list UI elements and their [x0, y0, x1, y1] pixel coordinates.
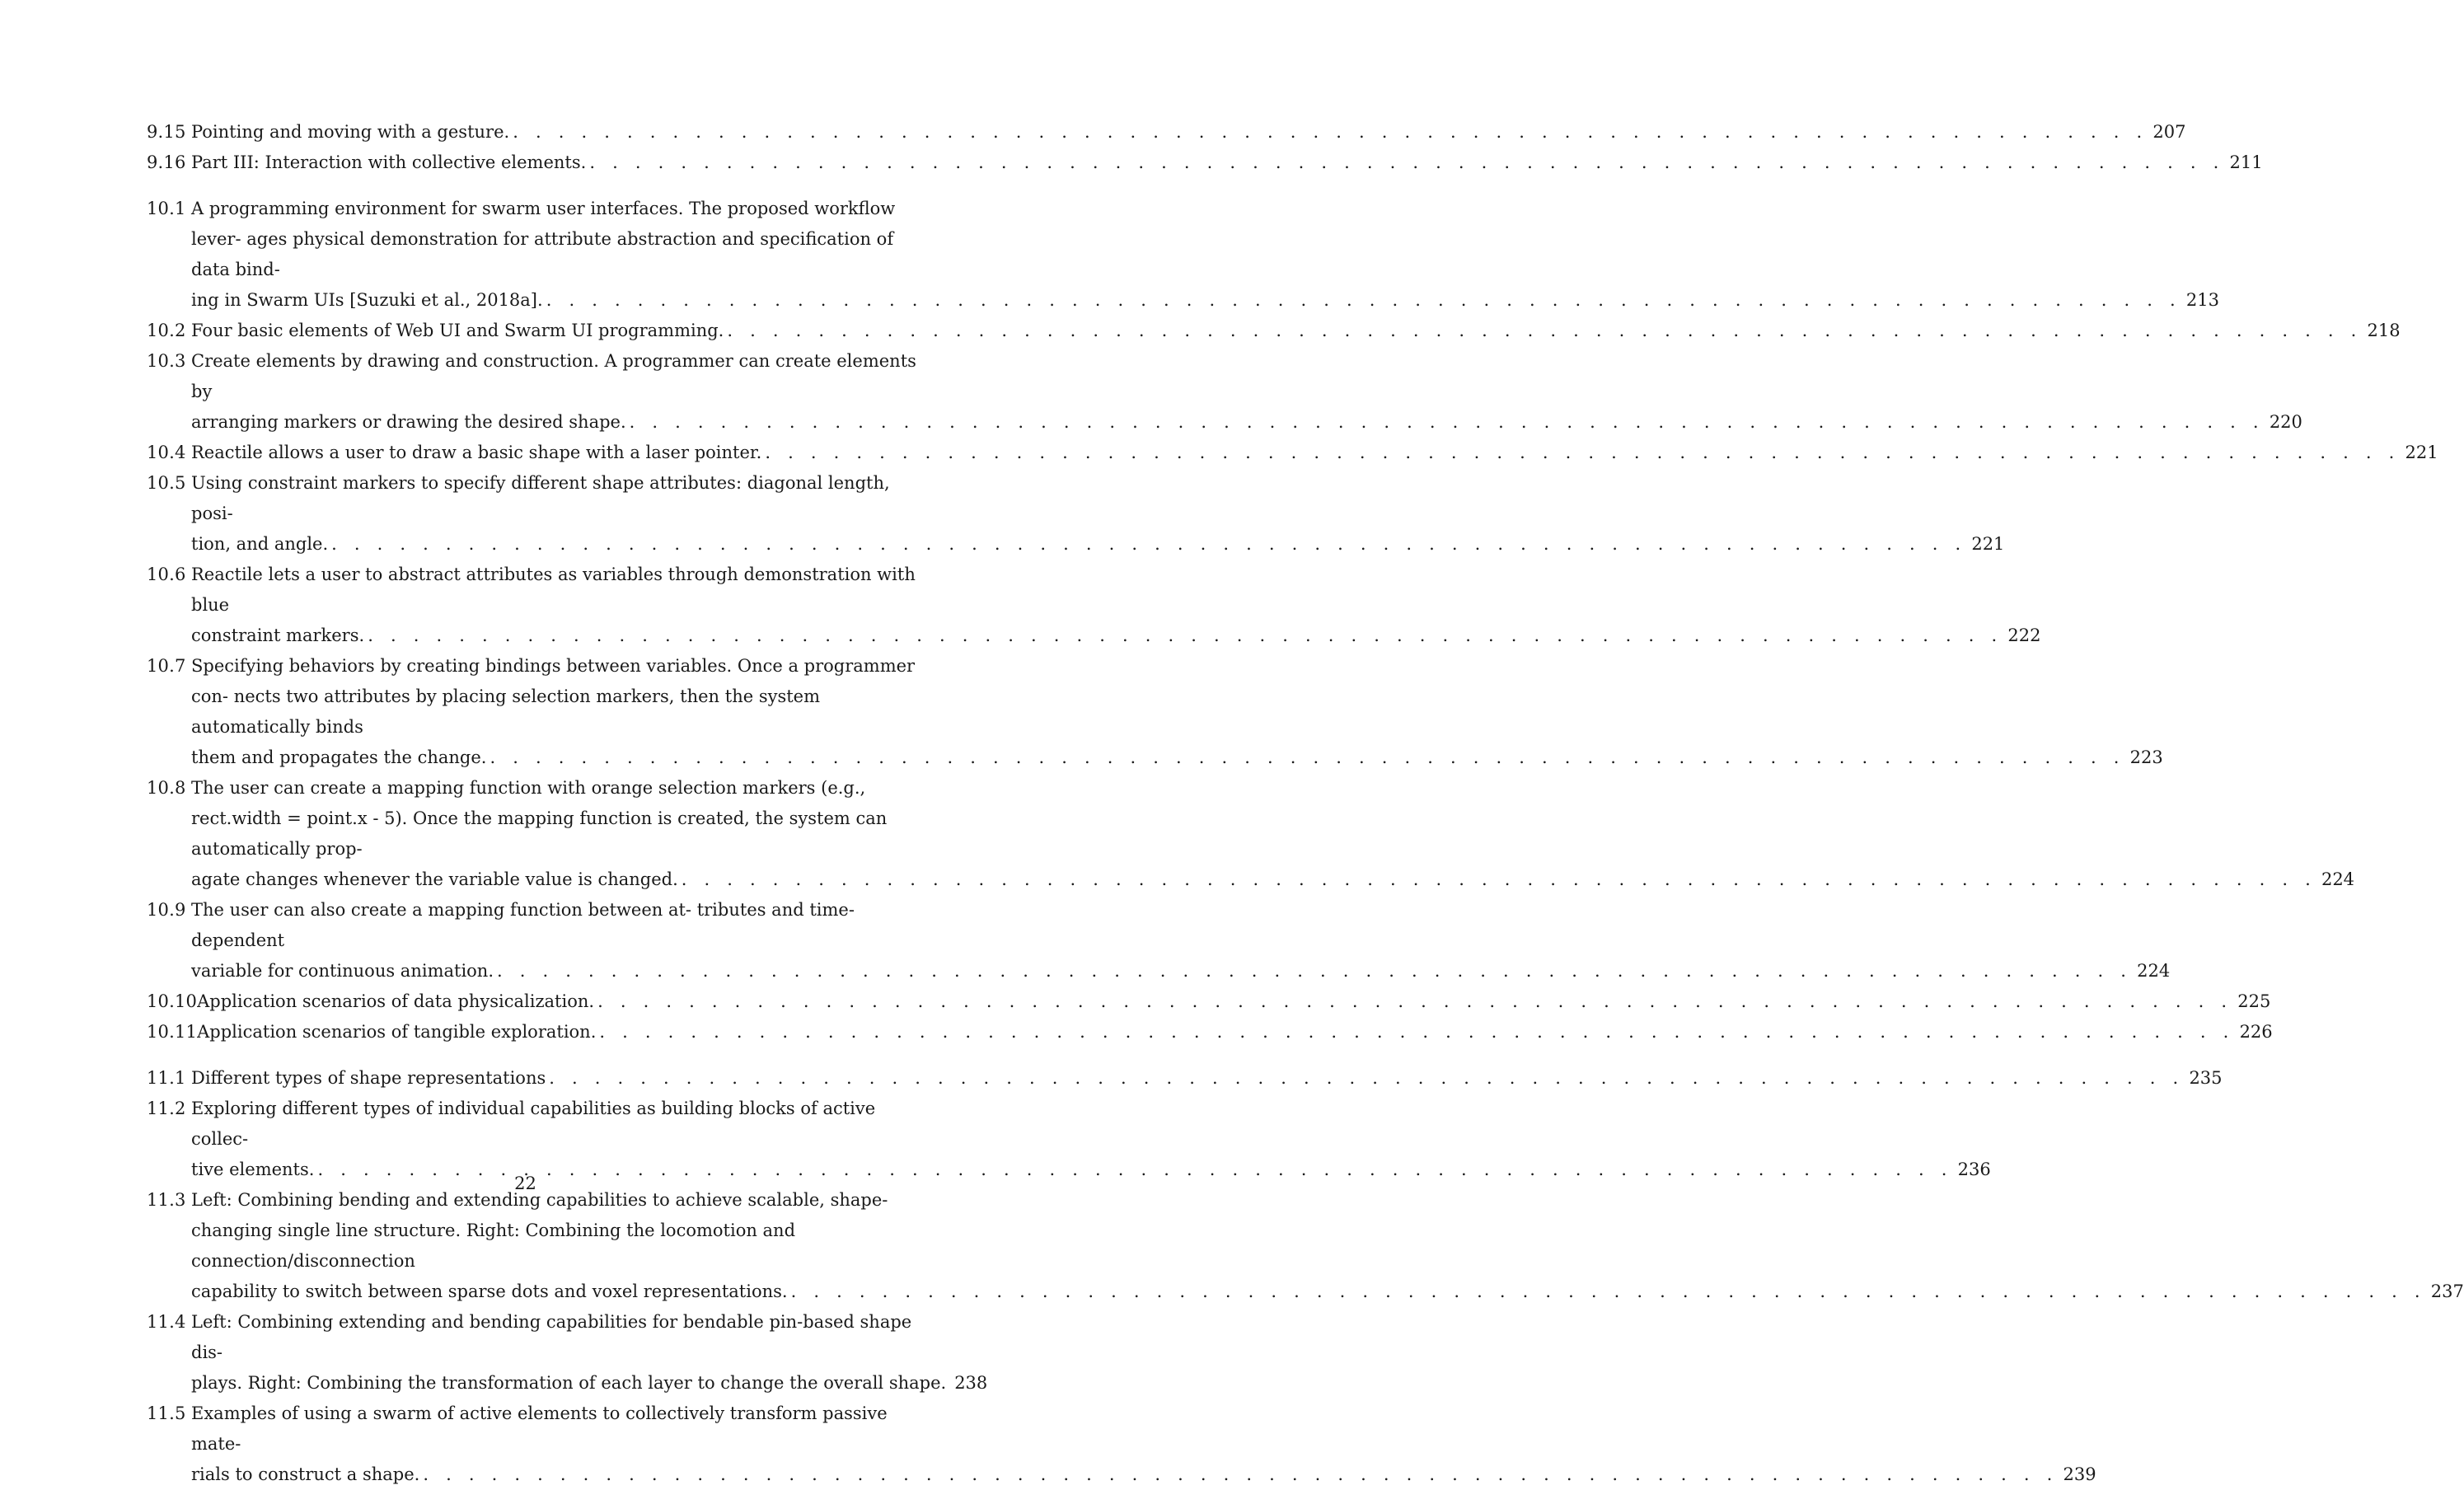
figure-number: 10.11 [147, 1022, 198, 1042]
figure-entry[interactable] [147, 895, 2171, 986]
caption-last-line [191, 316, 2401, 346]
figure-entry[interactable] [147, 438, 2438, 468]
caption-last-line [191, 956, 2171, 986]
figure-number: 10.9 [147, 900, 186, 920]
page-reference[interactable]: 224 [2137, 961, 2171, 981]
dot-leader: . . . . . . . . . . . . . . . . . . . . . . . . . . . . . . . . . . . . . . . . . . . . . . . . . . . . . . . . . . . . . . . . . . . . . . . . [331, 534, 1967, 554]
figure-number: 10.10 [147, 991, 198, 1011]
caption-lead-text: Create elements by drawing and construction. A programmer can create elements by [191, 351, 916, 401]
figure-caption [191, 1307, 988, 1399]
page-reference[interactable]: 239 [2063, 1464, 2096, 1484]
caption-lead-text: Exploring different types of individual capabilities as building blocks of active collec- [191, 1099, 876, 1149]
caption-final-text: Application scenarios of tangible exploration. [197, 1022, 597, 1042]
figure-number: 10.4 [147, 443, 186, 462]
caption-last-line [191, 743, 2163, 773]
figure-number: 10.5 [147, 473, 186, 493]
figure-number: 10.2 [147, 321, 186, 340]
figure-entry[interactable] [147, 148, 2263, 178]
figure-entry[interactable] [147, 117, 2186, 148]
dot-leader: . . . . . . . . . . . . . . . . . . . . . . . . . . . . . . . . . . . . . . . . . . . . . . . . . . . . . . . . . . . . . . . . . . . . . . . . [549, 1068, 2185, 1088]
caption-last-line [197, 986, 2271, 1017]
page-reference[interactable]: 226 [2239, 1022, 2273, 1042]
page-reference[interactable]: 225 [2237, 991, 2271, 1011]
figure-caption [191, 194, 2219, 316]
caption-final-text: Part III: Interaction with collective elements. [191, 152, 587, 172]
figure-entry[interactable] [147, 194, 2219, 316]
list-of-figures [147, 117, 2464, 1490]
caption-last-line [191, 117, 2186, 148]
caption-final-text: variable for continuous animation. [191, 961, 494, 981]
figure-entry[interactable] [147, 346, 2302, 438]
dot-leader: . . . . . . . . . . . . . . . . . . . . . . . . . . . . . . . . . . . . . . . . . . . . . . . . . . . . . . . . . . . . . . . . . . . . . . . . [490, 747, 2125, 767]
figure-caption [197, 986, 2271, 1017]
figure-number: 10.1 [147, 199, 186, 218]
figure-caption [191, 1063, 2223, 1094]
dot-leader: . . . . . . . . . . . . . . . . . . . . . . . . . . . . . . . . . . . . . . . . . . . . . . . . . . . . . . . . . . . . . . . . . . . . . . . . [681, 869, 2316, 889]
caption-final-text: capability to switch between sparse dots and voxel representations. [191, 1281, 788, 1301]
figure-caption [191, 346, 2302, 438]
dot-leader: . . . . . . . . . . . . . . . . . . . . . . . . . . . . . . . . . . . . . . . . . . . . . . . . . . . . . . . . . . . . . . . . . . . . . . . . [423, 1464, 2059, 1484]
figure-caption [191, 1399, 2096, 1490]
dot-leader: . . . . . . . . . . . . . . . . . . . . . . . . . . . . . . . . . . . . . . . . . . . . . . . . . . . . . . . . . . . . . . . . . . . . . . . . [546, 290, 2181, 310]
figure-number: 10.3 [147, 351, 186, 371]
caption-lead-text: Examples of using a swarm of active elements to collectively transform passive mate- [191, 1403, 888, 1454]
caption-last-line [191, 1460, 2096, 1490]
page-reference[interactable]: 222 [2007, 626, 2041, 645]
caption-lead-text: Reactile lets a user to abstract attributes as variables through demonstration with blue [191, 565, 916, 615]
figure-entry[interactable] [147, 1185, 2464, 1307]
figure-entry[interactable] [147, 773, 2355, 895]
figure-caption [191, 316, 2401, 346]
caption-final-text: constraint markers. [191, 626, 365, 645]
caption-lead-text: Specifying behaviors by creating bindings between variables. Once a programmer con- nects two attributes by placing selection markers, then the system automatically binds [191, 656, 916, 737]
dot-leader: . . . . . . . . . . . . . . . . . . . . . . . . . . . . . . . . . . . . . . . . . . . . . . . . . . . . . . . . . . . . . . . . . . . . . . . . [513, 122, 2148, 142]
figure-caption [191, 117, 2186, 148]
caption-last-line [191, 407, 2302, 438]
figure-caption [191, 438, 2438, 468]
dot-leader: . . . . . . . . . . . . . . . . . . . . . . . . . . . . . . . . . . . . . . . . . . . . . . . . . . . . . . . . . . . . . . . . . . . . . . . . [599, 1022, 2235, 1042]
figure-number: 11.4 [147, 1312, 186, 1332]
page-reference[interactable]: 207 [2152, 122, 2186, 142]
figure-caption [191, 560, 2041, 651]
dot-leader: . . . . . . . . . . . . . . . . . . . . . . . . . . . . . . . . . . . . . . . . . . . . . . . . . . . . . . . . . . . . . . . . . . . . . . . . [368, 626, 2003, 645]
page-reference[interactable]: 213 [2185, 290, 2219, 310]
figure-number: 9.15 [147, 122, 186, 142]
page-reference[interactable]: 237 [2430, 1281, 2464, 1301]
figure-caption [191, 895, 2171, 986]
figure-entry[interactable] [147, 316, 2401, 346]
caption-lead-text: A programming environment for swarm user interfaces. The proposed workflow lever- ages physical demonstration for attribute abstraction and specification of data bind- [191, 199, 896, 279]
page-reference[interactable]: 223 [2129, 747, 2163, 767]
figure-entry[interactable] [147, 1017, 2273, 1047]
page-reference[interactable]: 218 [2367, 321, 2401, 340]
caption-final-text: tion, and angle. [191, 534, 329, 554]
figure-entry[interactable] [147, 1399, 2096, 1490]
page-reference[interactable]: 224 [2321, 869, 2355, 889]
caption-final-text: rials to construct a shape. [191, 1464, 420, 1484]
figure-number: 10.6 [147, 565, 186, 584]
figure-caption [197, 1017, 2273, 1047]
figure-entry[interactable] [147, 560, 2041, 651]
caption-last-line [191, 285, 2219, 316]
figure-group [147, 1063, 2464, 1490]
page-reference[interactable]: 238 [954, 1373, 988, 1393]
caption-last-line [191, 529, 2005, 560]
caption-last-line [191, 1368, 988, 1399]
caption-final-text: ing in Swarm UIs [Suzuki et al., 2018a]. [191, 290, 543, 310]
figure-entry[interactable] [147, 651, 2163, 773]
caption-lead-text: The user can also create a mapping function between at- tributes and time-dependent [191, 900, 855, 950]
figure-entry[interactable] [147, 1063, 2223, 1094]
caption-final-text: Four basic elements of Web UI and Swarm UI programming. [191, 321, 724, 340]
caption-last-line [191, 1063, 2223, 1094]
caption-final-text: arranging markers or drawing the desired shape. [191, 412, 626, 432]
figure-number: 11.3 [147, 1190, 186, 1210]
figure-number: 11.2 [147, 1099, 186, 1118]
caption-final-text: agate changes whenever the variable value is changed. [191, 869, 678, 889]
figure-caption [191, 148, 2263, 178]
figure-number: 11.1 [147, 1068, 186, 1088]
figure-caption [191, 1094, 1991, 1185]
page-reference[interactable]: 235 [2189, 1068, 2223, 1088]
caption-last-line [191, 438, 2438, 468]
figure-group [147, 194, 2438, 1047]
caption-final-text: them and propagates the change. [191, 747, 487, 767]
figure-entry[interactable] [147, 1094, 1991, 1185]
figure-number: 10.7 [147, 656, 186, 676]
page-reference[interactable]: 221 [2405, 443, 2438, 462]
dot-leader: . . . . . . . . . . . . . . . . . . . . . . . . . . . . . . . . . . . . . . . . . . . . . . . . . . . . . . . . . . . . . . . . . . . . . . . . [629, 412, 2265, 432]
dot-leader: . . . . . . . . . . . . . . . . . . . . . . . . . . . . . . . . . . . . . . . . . . . . . . . . . . . . . . . . . . . . . . . . . . . . . . . . [589, 152, 2225, 172]
caption-final-text: Different types of shape representations [191, 1068, 546, 1088]
caption-final-text: tive elements. [191, 1160, 315, 1179]
figure-caption [191, 468, 2005, 560]
page-reference[interactable]: 236 [1957, 1160, 1991, 1179]
caption-final-text: plays. Right: Combining the transformation of each layer to change the overall shape. [191, 1373, 947, 1393]
dot-leader: . . . . . . . . . . . . . . . . . . . . . . . . . . . . . . . . . . . . . . . . . . . . . . . . . . . . . . . . . . . . . . . . . . . . . . . . [727, 321, 2363, 340]
page-number: 22 [514, 1174, 536, 1193]
figure-number: 9.16 [147, 152, 186, 172]
figure-entry[interactable] [147, 1307, 988, 1399]
caption-last-line [191, 621, 2041, 651]
caption-last-line [191, 864, 2355, 895]
caption-final-text: Application scenarios of data physicalization. [197, 991, 595, 1011]
caption-lead-text: Left: Combining bending and extending capabilities to achieve scalable, shape-changing single line structure. Right: Combining the locomotion and connection/disconnection [191, 1190, 888, 1271]
figure-caption [191, 651, 2163, 773]
caption-lead-text: Left: Combining extending and bending capabilities for bendable pin-based shape dis- [191, 1312, 912, 1362]
figure-caption [191, 1185, 2464, 1307]
page-reference[interactable]: 221 [1971, 534, 2005, 554]
caption-lead-text: The user can create a mapping function with orange selection markers (e.g., rect.width = point.x - 5). Once the mapping function is created, the system can automatically prop- [191, 778, 888, 859]
figure-number: 11.5 [147, 1403, 186, 1423]
dot-leader: . . . . . . . . . . . . . . . . . . . . . . . . . . . . . . . . . . . . . . . . . . . . . . . . . . . . . . . . . . . . . . . . . . . . . . . . [317, 1160, 1953, 1179]
dot-leader: . . . . . . . . . . . . . . . . . . . . . . . . . . . . . . . . . . . . . . . . . . . . . . . . . . . . . . . . . . . . . . . . . . . . . . . . [765, 443, 2401, 462]
caption-final-text: Pointing and moving with a gesture. [191, 122, 510, 142]
figure-caption [191, 773, 2355, 895]
dot-leader: . . . . . . . . . . . . . . . . . . . . . . . . . . . . . . . . . . . . . . . . . . . . . . . . . . . . . . . . . . . . . . . . . . . . . . . . [790, 1281, 2426, 1301]
caption-last-line [191, 1277, 2464, 1307]
figure-group [147, 117, 2263, 178]
caption-final-text: Reactile allows a user to draw a basic shape with a laser pointer. [191, 443, 762, 462]
dot-leader: . . . . . . . . . . . . . . . . . . . . . . . . . . . . . . . . . . . . . . . . . . . . . . . . . . . . . . . . . . . . . . . . . . . . . . . . [497, 961, 2133, 981]
figure-entry[interactable] [147, 468, 2005, 560]
page-reference[interactable]: 220 [2269, 412, 2302, 432]
caption-lead-text: Using constraint markers to specify different shape attributes: diagonal length, posi- [191, 473, 890, 523]
caption-last-line [197, 1017, 2273, 1047]
figure-number: 10.8 [147, 778, 186, 798]
caption-last-line [191, 148, 2263, 178]
dot-leader: . . . . . . . . . . . . . . . . . . . . . . . . . . . . . . . . . . . . . . . . . . . . . . . . . . . . . . . . . . . . . . . . . . . . . . . . [597, 991, 2233, 1011]
figure-entry[interactable] [147, 986, 2271, 1017]
page-reference[interactable]: 211 [2229, 152, 2263, 172]
